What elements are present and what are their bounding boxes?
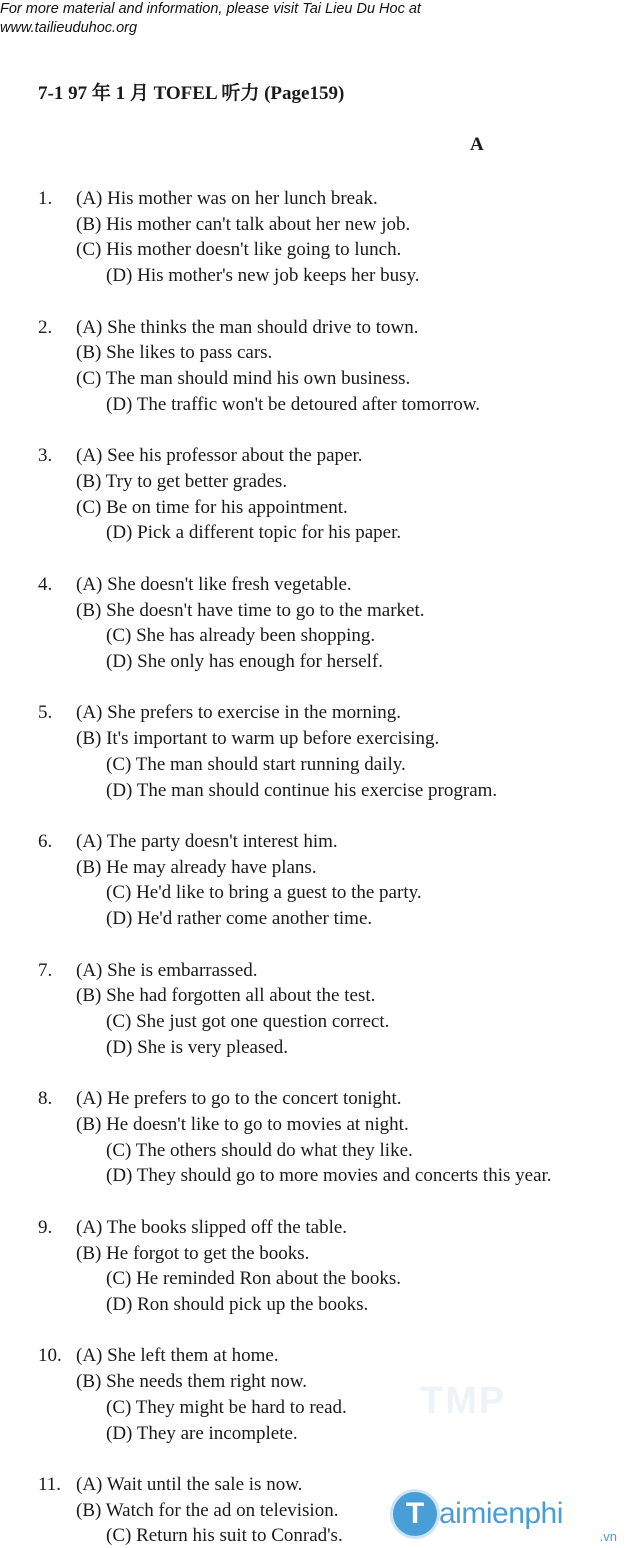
question-number: 9.	[38, 1216, 53, 1238]
answer-option: (D) Pick a different topic for his paper.	[106, 522, 402, 544]
answer-option: (D) She only has enough for herself.	[106, 650, 384, 672]
question-number: 10.	[38, 1345, 62, 1367]
question-number: 4.	[38, 573, 53, 595]
answer-option: (D) Ron should pick up the books.	[106, 1293, 369, 1315]
answer-option: (B) Try to get better grades.	[76, 470, 288, 492]
answer-option: (D) The traffic won't be detoured after tomorrow.	[106, 393, 480, 415]
answer-option: (A) See his professor about the paper.	[76, 445, 363, 467]
answer-option: (C) The man should mind his own business.	[76, 368, 411, 389]
answer-option: (C) His mother doesn't like going to lunch.	[76, 239, 402, 261]
answer-option: (B) She had forgotten all about the test.	[76, 985, 376, 1007]
site-watermark	[393, 1480, 623, 1548]
page-title: 7-1 97 年 1 月 TOFEL 听力 (Page159)	[38, 83, 345, 104]
answer-option: (B) She needs them right now.	[76, 1371, 307, 1393]
answer-option: (B) She doesn't have time to go to the market.	[76, 599, 425, 621]
answer-option: (A) Wait until the sale is now.	[76, 1474, 303, 1495]
answer-option: (D) They should go to more movies and concerts this year.	[106, 1165, 552, 1187]
question-number: 6.	[38, 831, 53, 852]
question-number: 1.	[38, 188, 53, 209]
faint-watermark: TMP	[420, 1380, 507, 1422]
answer-option: (C) She just got one question correct.	[106, 1011, 390, 1032]
answer-option: (D) He'd rather come another time.	[106, 908, 373, 930]
answer-option: (A) His mother was on her lunch break.	[76, 188, 378, 209]
answer-option: (D) His mother's new job keeps her busy.	[106, 265, 420, 287]
watermark-tld: .vn	[599, 1529, 617, 1544]
answer-option: (A) She prefers to exercise in the morning.	[76, 702, 402, 724]
question-number: 5.	[38, 702, 53, 724]
answer-option: (A) The books slipped off the table.	[76, 1216, 348, 1238]
answer-option: (B) She likes to pass cars.	[76, 342, 273, 364]
question-number: 8.	[38, 1088, 53, 1110]
section-label: A	[470, 134, 484, 155]
answer-option: (C) The others should do what they like.	[106, 1139, 413, 1161]
answer-option: (C) Be on time for his appointment.	[76, 496, 348, 518]
source-note-line-1: For more material and information, please visit Tai Lieu Du Hoc at	[0, 1, 421, 17]
question-number: 2.	[38, 316, 53, 338]
watermark-logo-icon: T	[393, 1492, 437, 1536]
answer-option: (C) Return his suit to Conrad's.	[106, 1525, 343, 1547]
answer-option: (B) Watch for the ad on television.	[76, 1499, 339, 1521]
answer-option: (B) He forgot to get the books.	[76, 1242, 310, 1264]
watermark-text: aimienphi	[439, 1497, 563, 1530]
answer-option: (A) She is embarrassed.	[76, 959, 258, 981]
answer-option: (A) She thinks the man should drive to town.	[76, 316, 419, 338]
answer-option: (C) He reminded Ron about the books.	[106, 1268, 401, 1290]
answer-option: (C) They might be hard to read.	[106, 1396, 347, 1418]
answer-option: (B) His mother can't talk about her new job.	[76, 213, 411, 235]
answer-option: (A) The party doesn't interest him.	[76, 831, 338, 852]
answer-option: (C) The man should start running daily.	[106, 753, 406, 775]
answer-option: (A) He prefers to go to the concert tonight.	[76, 1088, 402, 1110]
answer-option: (B) He doesn't like to go to movies at night.	[76, 1113, 409, 1135]
answer-option: (D) The man should continue his exercise program.	[106, 779, 498, 801]
answer-option: (C) She has already been shopping.	[106, 625, 376, 647]
answer-option: (A) She doesn't like fresh vegetable.	[76, 573, 352, 595]
question-number: 3.	[38, 445, 53, 467]
question-number: 11.	[38, 1474, 62, 1495]
answer-option: (C) He'd like to bring a guest to the party.	[106, 882, 422, 904]
source-note-url[interactable]: www.tailieuduhoc.org	[0, 20, 138, 36]
answer-option: (D) They are incomplete.	[106, 1422, 298, 1444]
answer-option: (D) She is very pleased.	[106, 1036, 289, 1058]
answer-option: (B) It's important to warm up before exercising.	[76, 728, 440, 750]
question-number: 7.	[38, 959, 53, 981]
answer-option: (B) He may already have plans.	[76, 856, 317, 878]
answer-option: (A) She left them at home.	[76, 1345, 279, 1367]
